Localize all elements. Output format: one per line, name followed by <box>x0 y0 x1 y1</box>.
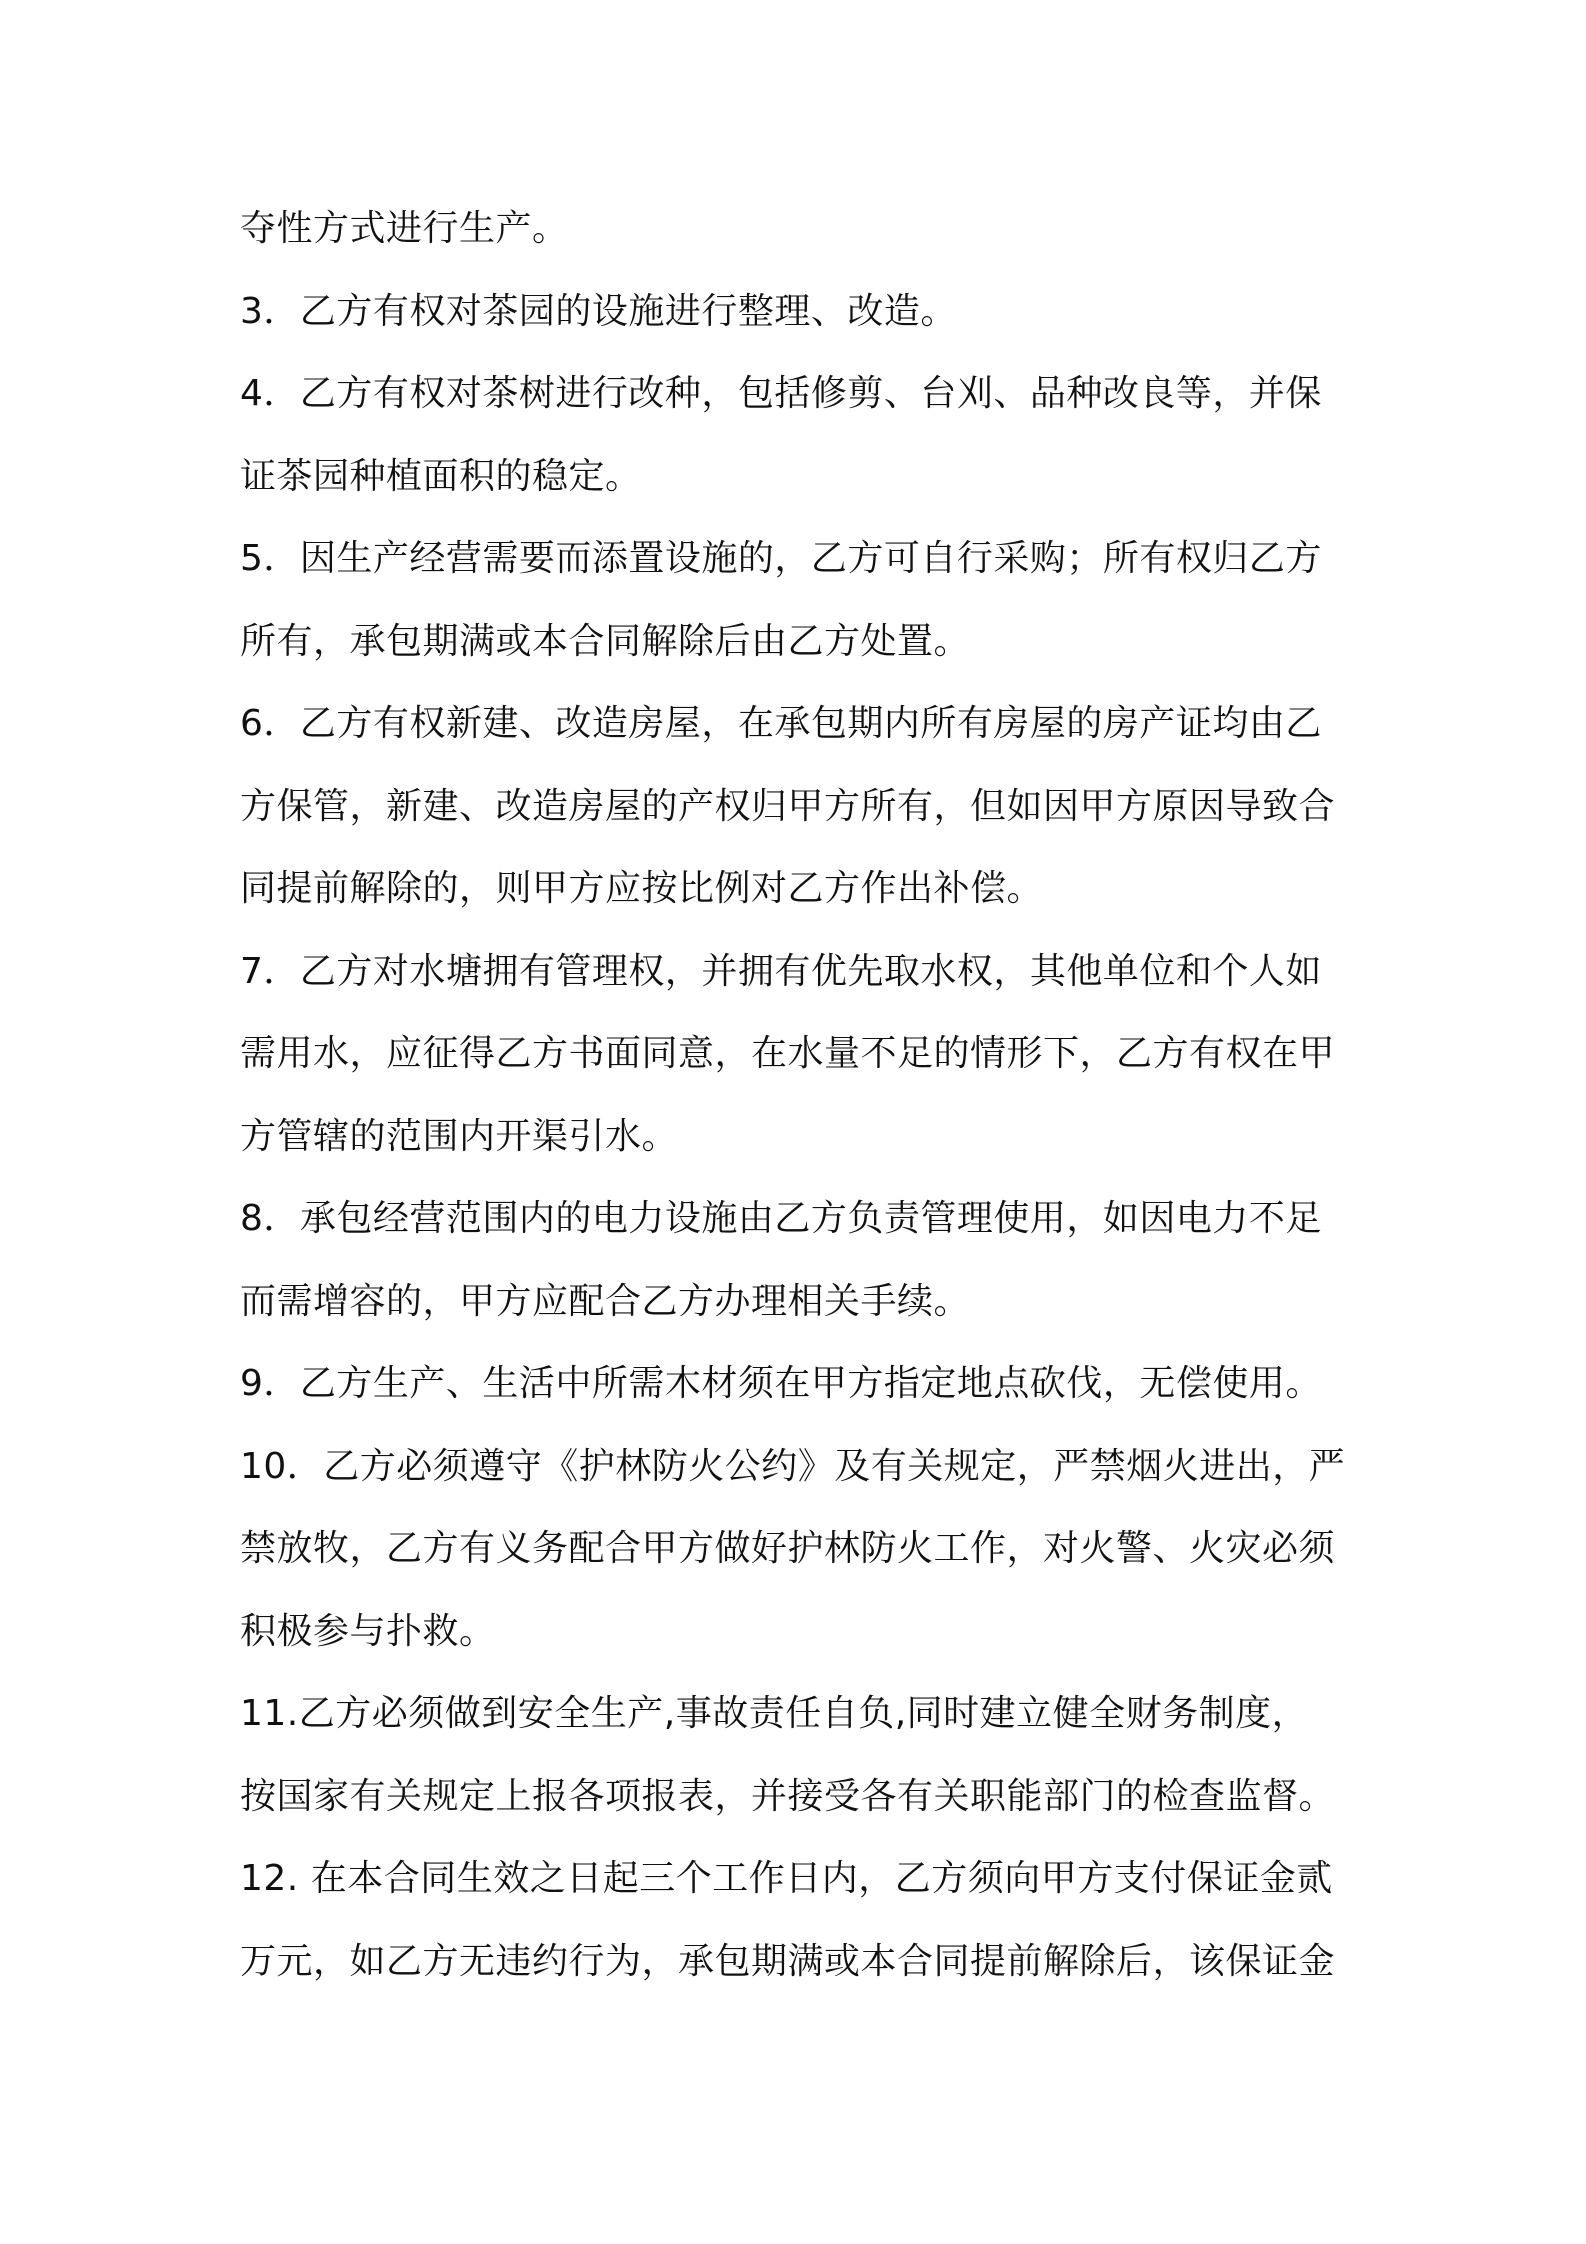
text-line: 7．乙方对水塘拥有管理权，并拥有优先取水权，其他单位和个人如 <box>240 950 1322 992</box>
text-line: 积极参与扑救。 <box>240 1610 496 1652</box>
text-line: 11.乙方必须做到安全生产,事故责任自负,同时建立健全财务制度， <box>240 1693 1309 1734</box>
text-line: 禁放牧，乙方有义务配合甲方做好护林防火工作，对火警、火灾必须 <box>240 1528 1336 1569</box>
text-line: 万元，如乙方无违约行为，承包期满或本合同提前解除后，该保证金 <box>240 1940 1336 1982</box>
text-line: 需用水，应征得乙方书面同意，在水量不足的情形下，乙方有权在甲 <box>240 1033 1336 1074</box>
text-line: 按国家有关规定上报各项报表，并接受各有关职能部门的检查监督。 <box>240 1775 1336 1817</box>
text-line: 9．乙方生产、生活中所需木材须在甲方指定地点砍伐，无偿使用。 <box>240 1363 1322 1404</box>
text-line: 夺性方式进行生产。 <box>240 208 569 249</box>
text-line: 4．乙方有权对茶树进行改种，包括修剪、台刈、品种改良等，并保 <box>240 373 1322 414</box>
text-line: 所有，承包期满或本合同解除后由乙方处置。 <box>240 620 971 662</box>
text-line: 6．乙方有权新建、改造房屋，在承包期内所有房屋的房产证均由乙 <box>240 703 1322 744</box>
text-line: 方管辖的范围内开渠引水。 <box>240 1115 679 1157</box>
text-line: 而需增容的，甲方应配合乙方办理相关手续。 <box>240 1280 971 1322</box>
text-line: 10．乙方必须遵守《护林防火公约》及有关规定，严禁烟火进出，严 <box>240 1445 1346 1487</box>
text-line: 5．因生产经营需要而添置设施的，乙方可自行采购；所有权归乙方 <box>240 538 1322 579</box>
document-page <box>240 188 1360 2003</box>
text-line: 3．乙方有权对茶园的设施进行整理、改造。 <box>240 290 957 332</box>
text-line: 8．承包经营范围内的电力设施由乙方负责管理使用，如因电力不足 <box>240 1198 1322 1239</box>
text-line: 证茶园种植面积的稳定。 <box>240 455 642 497</box>
text-line: 方保管，新建、改造房屋的产权归甲方所有，但如因甲方原因导致合 <box>240 785 1336 827</box>
text-line: 12. 在本合同生效之日起三个工作日内，乙方须向甲方支付保证金贰 <box>240 1858 1333 1899</box>
text-line: 同提前解除的，则甲方应按比例对乙方作出补偿。 <box>240 868 1044 909</box>
